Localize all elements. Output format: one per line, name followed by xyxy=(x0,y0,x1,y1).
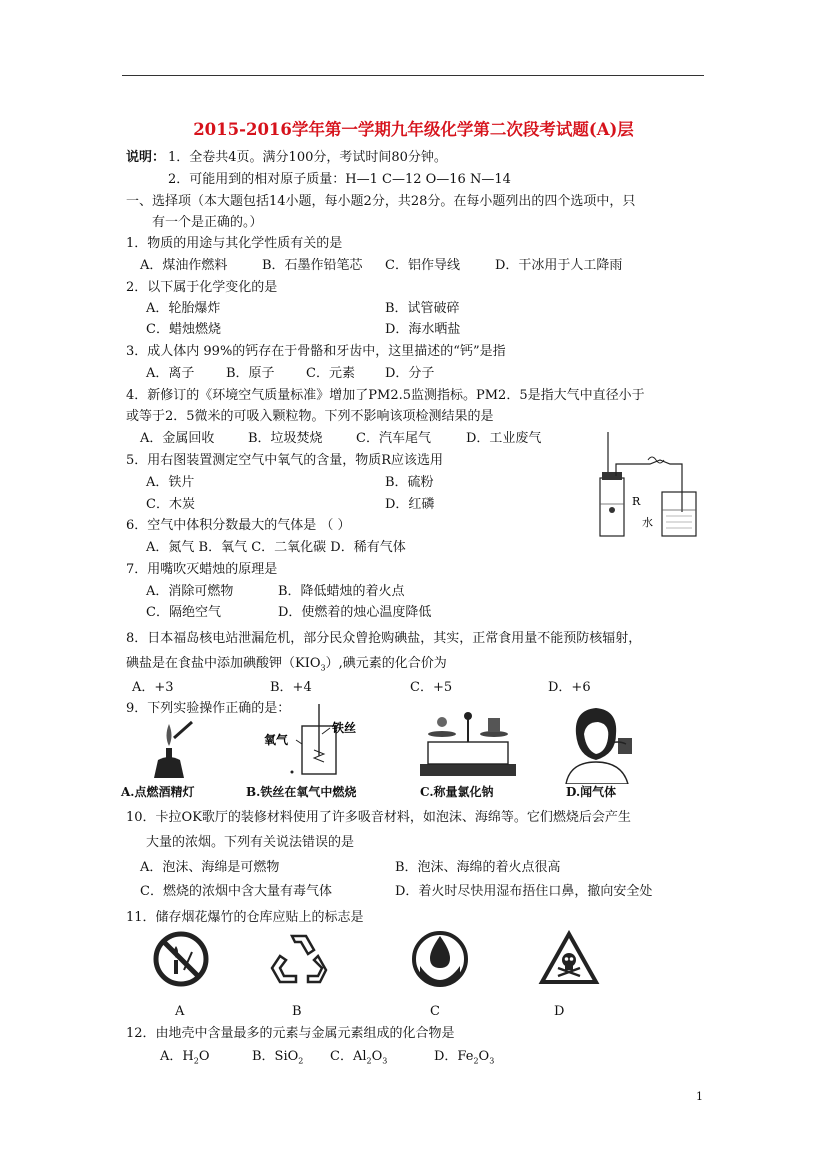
q10-stem-line2: 大量的浓烟。下列有关说法错误的是 xyxy=(146,835,355,850)
q7-option-c: C．隔绝空气 xyxy=(146,605,221,620)
q9-caption-d: D.闻气体 xyxy=(566,785,617,799)
oxygen-measurement-apparatus-figure xyxy=(590,430,700,540)
recycle-sign-icon xyxy=(268,930,330,986)
section-heading-cont: 有一个是正确的。） xyxy=(152,215,263,230)
q2-option-a: A．轮胎爆炸 xyxy=(146,301,221,316)
q1-stem: 1．物质的用途与其化学性质有关的是 xyxy=(126,236,343,251)
q2-stem: 2．以下属于化学变化的是 xyxy=(126,280,278,295)
apparatus-label-r: R xyxy=(632,495,641,508)
toxic-warning-sign-icon xyxy=(538,930,600,986)
q12-stem: 12．由地壳中含量最多的元素与金属元素组成的化合物是 xyxy=(126,1026,455,1041)
q7-stem: 7．用嘴吹灭蜡烛的原理是 xyxy=(126,562,278,577)
q2-option-b: B．试管破碎 xyxy=(385,301,460,316)
corrosive-sign-icon xyxy=(410,928,470,990)
q8-option-a: A．+3 xyxy=(132,680,174,695)
notes-line2: 2．可能用到的相对原子质量：H—1 C—12 O—16 N—14 xyxy=(168,172,511,187)
notes-label: 说明： xyxy=(126,150,166,165)
q7-option-a: A．消除可燃物 xyxy=(146,584,234,599)
q11-label-d: D xyxy=(554,1004,565,1019)
q8-stem-line2: 碘盐是在食盐中添加碘酸钾$(KIO_3)$,碘元素的化合价为 xyxy=(126,656,447,673)
q1-option-b: B．石墨作铅笔芯 xyxy=(262,258,363,273)
apparatus-label-water: 水 xyxy=(642,516,653,529)
q2-option-c: C．蜡烛燃烧 xyxy=(146,322,221,337)
q9-caption-a: A.点燃酒精灯 xyxy=(121,785,195,799)
q12-option-a: A．$H_2O$ xyxy=(160,1049,210,1066)
page-title: 2015-2016学年第一学期九年级化学第二次段考试题(A)层 xyxy=(193,120,634,139)
balance-scale-figure xyxy=(418,708,518,780)
q11-label-c: C xyxy=(430,1004,440,1019)
q10-option-c: C．燃烧的浓烟中含大量有毒气体 xyxy=(140,884,332,899)
q11-label-a: A xyxy=(175,1004,185,1019)
q12-option-d: D．$Fe_2O_3$ xyxy=(434,1049,495,1066)
notes-line1: 1．全卷共4页。满分100分，考试时间80分钟。 xyxy=(168,150,447,165)
q10-option-b: B．泡沫、海绵的着火点很高 xyxy=(395,860,561,875)
q10-stem-line1: 10．卡拉OK歌厅的装修材料使用了许多吸音材料，如泡沫、海绵等。它们燃烧后会产生 xyxy=(126,810,631,825)
q3-option-d: D．分子 xyxy=(385,366,435,381)
page-number: 1 xyxy=(696,1090,703,1103)
alcohol-lamp-figure xyxy=(144,718,194,782)
label-oxygen: 氧气 xyxy=(264,733,289,747)
q5-stem: 5．用右图装置测定空气中氧气的含量，物质R应该选用 xyxy=(126,453,444,468)
q3-stem: 3．成人体内 99%的钙存在于骨骼和牙齿中，这里描述的“钙”是指 xyxy=(126,344,506,359)
q5-option-d: D．红磷 xyxy=(385,497,435,512)
label-iron-wire: 铁丝 xyxy=(332,721,357,735)
q9-caption-b: B.铁丝在氧气中燃烧 xyxy=(246,785,357,799)
q10-option-d: D．着火时尽快用湿布捂住口鼻，撤向安全处 xyxy=(395,884,653,899)
q3-option-b: B．原子 xyxy=(226,366,275,381)
q1-option-d: D．干冰用于人工降雨 xyxy=(495,258,623,273)
q11-stem: 11．储存烟花爆竹的仓库应贴上的标志是 xyxy=(126,910,364,925)
q7-option-b: B．降低蜡烛的着火点 xyxy=(278,584,405,599)
q4-option-d: D．工业废气 xyxy=(466,431,542,446)
q1-option-c: C．铝作导线 xyxy=(385,258,460,273)
q2-option-d: D．海水晒盐 xyxy=(385,322,461,337)
q6-options: A．氮气 B．氧气 C．二氧化碳 D．稀有气体 xyxy=(146,540,406,555)
q7-option-d: D．使燃着的烛心温度降低 xyxy=(278,605,432,620)
q1-option-a: A．煤油作燃料 xyxy=(140,258,228,273)
q4-option-a: A．金属回收 xyxy=(140,431,215,446)
no-fire-sign-icon xyxy=(152,930,210,988)
q3-option-a: A．离子 xyxy=(146,366,195,381)
q9-caption-c: C.称量氯化钠 xyxy=(420,785,494,799)
q8-option-d: D．+6 xyxy=(548,680,591,695)
header-rule xyxy=(122,75,704,76)
q4-stem-line1: 4．新修订的《环境空气质量标准》增加了PM2.5监测指标。PM2．5是指大气中直径小于 xyxy=(126,388,645,403)
q4-option-b: B．垃圾焚烧 xyxy=(248,431,323,446)
q6-stem: 6．空气中体积分数最大的气体是 （ ） xyxy=(126,518,351,533)
q5-option-a: A．铁片 xyxy=(146,475,195,490)
q5-option-c: C．木炭 xyxy=(146,497,195,512)
smelling-gas-figure xyxy=(556,704,646,784)
section-heading: 一、选择项（本大题包括14小题，每小题2分，共28分。在每小题列出的四个选项中，只 xyxy=(126,194,636,209)
q11-label-b: B xyxy=(292,1004,302,1019)
q8-option-c: C．+5 xyxy=(410,680,453,695)
q9-stem: 9．下列实验操作正确的是： xyxy=(126,701,291,716)
q8-stem-line1: 8．日本福岛核电站泄漏危机，部分民众曾抢购碘盐，其实，正常食用量不能预防核辐射， xyxy=(126,631,642,646)
q3-option-c: C．元素 xyxy=(306,366,355,381)
q12-option-b: B．SiO$_2$ xyxy=(252,1049,304,1066)
q12-option-c: C．$Al_2O_3$ xyxy=(330,1049,388,1066)
q10-option-a: A．泡沫、海绵是可燃物 xyxy=(140,860,280,875)
q4-stem-line2: 或等于2．5微米的可吸入颗粒物。下列不影响该项检测结果的是 xyxy=(126,409,494,424)
q5-option-b: B．硫粉 xyxy=(385,475,434,490)
q4-option-c: C．汽车尾气 xyxy=(356,431,431,446)
iron-wire-oxygen-figure xyxy=(262,704,372,780)
q8-option-b: B．+4 xyxy=(270,680,312,695)
